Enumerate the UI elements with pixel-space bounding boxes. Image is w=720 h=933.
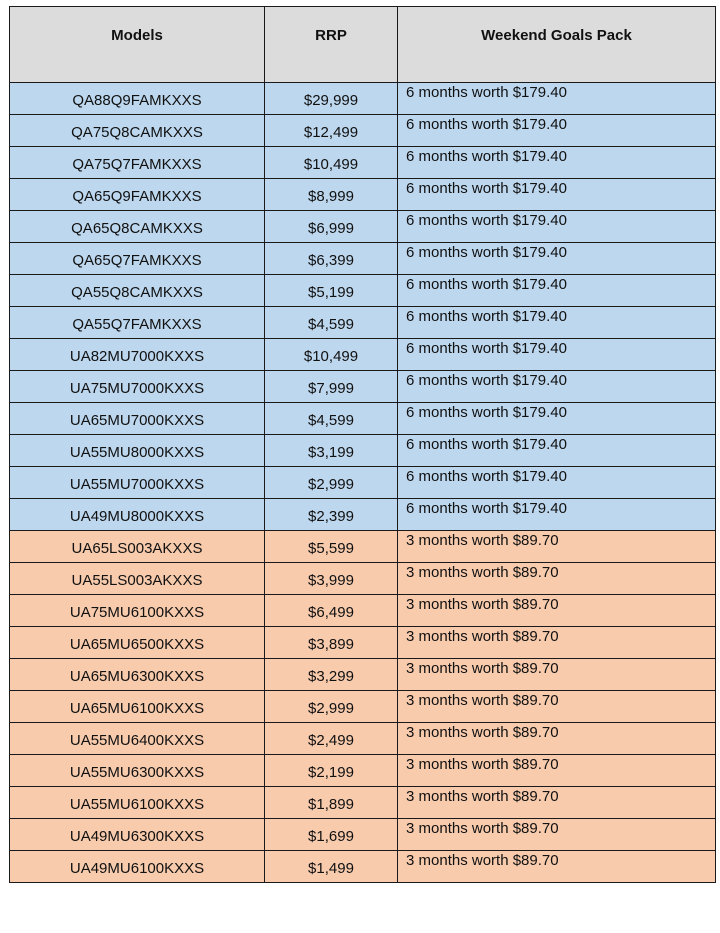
- pack-cell: 3 months worth $89.70: [398, 627, 716, 659]
- table-row: [10, 115, 716, 147]
- model-cell: QA75Q7FAMKXXS: [10, 147, 265, 179]
- pack-cell: 6 months worth $179.40: [398, 275, 716, 307]
- rrp-cell: $2,999: [265, 691, 398, 723]
- table-row: [10, 403, 716, 435]
- rrp-cell: $10,499: [265, 339, 398, 371]
- rrp-cell: $6,499: [265, 595, 398, 627]
- pack-cell: 6 months worth $179.40: [398, 115, 716, 147]
- pack-cell: 6 months worth $179.40: [398, 179, 716, 211]
- pack-cell: 6 months worth $179.40: [398, 147, 716, 179]
- table-row: [10, 531, 716, 563]
- model-cell: UA65MU6300KXXS: [10, 659, 265, 691]
- model-cell: UA49MU6300KXXS: [10, 819, 265, 851]
- rrp-cell: $7,999: [265, 371, 398, 403]
- pack-cell: 3 months worth $89.70: [398, 787, 716, 819]
- pack-cell: 3 months worth $89.70: [398, 819, 716, 851]
- rrp-cell: $3,199: [265, 435, 398, 467]
- model-cell: UA65MU7000KXXS: [10, 403, 265, 435]
- table-body: [10, 83, 716, 883]
- model-cell: QA75Q8CAMKXXS: [10, 115, 265, 147]
- table-row: [10, 819, 716, 851]
- model-cell: UA55MU6400KXXS: [10, 723, 265, 755]
- table-row: [10, 563, 716, 595]
- pack-cell: 3 months worth $89.70: [398, 755, 716, 787]
- table-row: [10, 339, 716, 371]
- model-cell: QA55Q7FAMKXXS: [10, 307, 265, 339]
- header-models: Models: [10, 7, 265, 83]
- table-row: [10, 787, 716, 819]
- model-cell: QA65Q8CAMKXXS: [10, 211, 265, 243]
- table-row: [10, 755, 716, 787]
- table-row: [10, 275, 716, 307]
- model-cell: UA55MU8000KXXS: [10, 435, 265, 467]
- model-cell: UA49MU6100KXXS: [10, 851, 265, 883]
- rrp-cell: $6,399: [265, 243, 398, 275]
- pricing-table-container: [9, 6, 715, 883]
- pack-cell: 6 months worth $179.40: [398, 403, 716, 435]
- table-row: [10, 467, 716, 499]
- pricing-table: [9, 6, 716, 883]
- pack-cell: 6 months worth $179.40: [398, 467, 716, 499]
- table-row: [10, 595, 716, 627]
- pack-cell: 3 months worth $89.70: [398, 723, 716, 755]
- rrp-cell: $6,999: [265, 211, 398, 243]
- pack-cell: 6 months worth $179.40: [398, 211, 716, 243]
- rrp-cell: $3,899: [265, 627, 398, 659]
- rrp-cell: $1,499: [265, 851, 398, 883]
- model-cell: UA55MU7000KXXS: [10, 467, 265, 499]
- pack-cell: 3 months worth $89.70: [398, 531, 716, 563]
- model-cell: UA65LS003AKXXS: [10, 531, 265, 563]
- model-cell: UA65MU6100KXXS: [10, 691, 265, 723]
- rrp-cell: $3,999: [265, 563, 398, 595]
- rrp-cell: $10,499: [265, 147, 398, 179]
- rrp-cell: $12,499: [265, 115, 398, 147]
- table-row: [10, 371, 716, 403]
- model-cell: UA75MU7000KXXS: [10, 371, 265, 403]
- table-row: [10, 179, 716, 211]
- table-row: [10, 147, 716, 179]
- table-row: [10, 691, 716, 723]
- table-row: [10, 211, 716, 243]
- model-cell: UA55MU6300KXXS: [10, 755, 265, 787]
- pack-cell: 3 months worth $89.70: [398, 851, 716, 883]
- rrp-cell: $2,499: [265, 723, 398, 755]
- table-header-row: [10, 7, 716, 83]
- table-row: [10, 723, 716, 755]
- model-cell: QA65Q7FAMKXXS: [10, 243, 265, 275]
- rrp-cell: $5,199: [265, 275, 398, 307]
- header-weekend-goals-pack: Weekend Goals Pack: [398, 7, 716, 83]
- pack-cell: 6 months worth $179.40: [398, 83, 716, 115]
- table-row: [10, 83, 716, 115]
- pack-cell: 3 months worth $89.70: [398, 659, 716, 691]
- model-cell: UA82MU7000KXXS: [10, 339, 265, 371]
- rrp-cell: $5,599: [265, 531, 398, 563]
- model-cell: UA65MU6500KXXS: [10, 627, 265, 659]
- table-row: [10, 435, 716, 467]
- model-cell: UA55LS003AKXXS: [10, 563, 265, 595]
- rrp-cell: $4,599: [265, 403, 398, 435]
- rrp-cell: $3,299: [265, 659, 398, 691]
- rrp-cell: $1,899: [265, 787, 398, 819]
- pack-cell: 6 months worth $179.40: [398, 339, 716, 371]
- model-cell: QA65Q9FAMKXXS: [10, 179, 265, 211]
- pack-cell: 6 months worth $179.40: [398, 499, 716, 531]
- table-row: [10, 627, 716, 659]
- pack-cell: 6 months worth $179.40: [398, 243, 716, 275]
- model-cell: UA55MU6100KXXS: [10, 787, 265, 819]
- model-cell: UA49MU8000KXXS: [10, 499, 265, 531]
- pack-cell: 3 months worth $89.70: [398, 563, 716, 595]
- table-row: [10, 659, 716, 691]
- rrp-cell: $29,999: [265, 83, 398, 115]
- rrp-cell: $2,399: [265, 499, 398, 531]
- rrp-cell: $4,599: [265, 307, 398, 339]
- rrp-cell: $2,999: [265, 467, 398, 499]
- pack-cell: 3 months worth $89.70: [398, 691, 716, 723]
- table-row: [10, 307, 716, 339]
- rrp-cell: $1,699: [265, 819, 398, 851]
- rrp-cell: $2,199: [265, 755, 398, 787]
- header-rrp: RRP: [265, 7, 398, 83]
- pack-cell: 3 months worth $89.70: [398, 595, 716, 627]
- model-cell: QA55Q8CAMKXXS: [10, 275, 265, 307]
- table-row: [10, 851, 716, 883]
- pack-cell: 6 months worth $179.40: [398, 307, 716, 339]
- model-cell: UA75MU6100KXXS: [10, 595, 265, 627]
- table-row: [10, 499, 716, 531]
- pack-cell: 6 months worth $179.40: [398, 435, 716, 467]
- table-row: [10, 243, 716, 275]
- rrp-cell: $8,999: [265, 179, 398, 211]
- model-cell: QA88Q9FAMKXXS: [10, 83, 265, 115]
- pack-cell: 6 months worth $179.40: [398, 371, 716, 403]
